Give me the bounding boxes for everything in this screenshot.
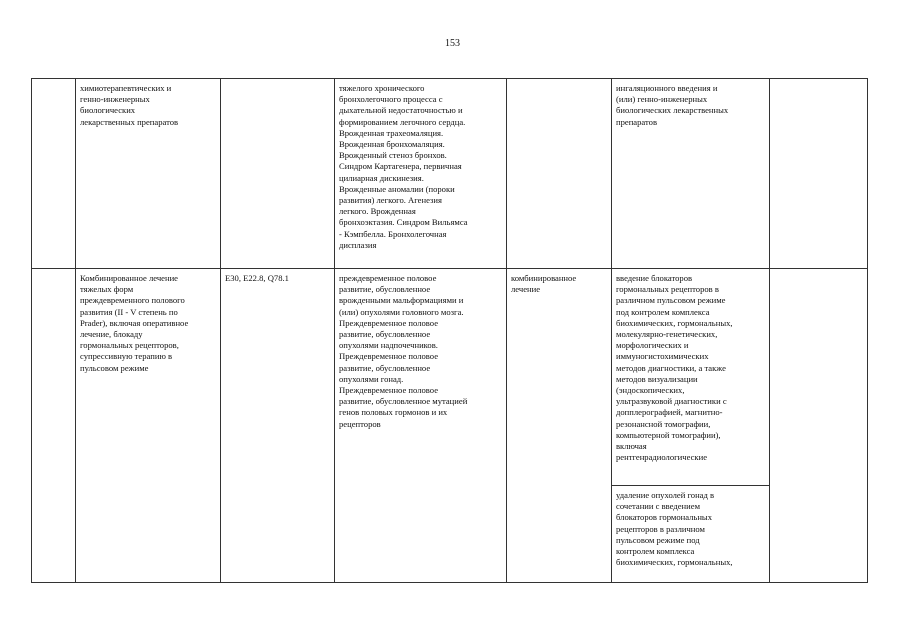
cost-cell [770, 79, 868, 269]
cost-cell [770, 269, 868, 583]
row-index-cell [32, 269, 76, 583]
treatment-name-cell: химиотерапевтических и генно-инженерных биологических лекарственных препаратов [76, 79, 221, 269]
table-row [32, 269, 868, 486]
icd-codes-cell [221, 79, 335, 269]
model-patient-cell: преждевременное половое развитие, обусловленное врожденными мальформациями и (или) опухолями головного мозга. Преждевременное половое развитие, обусловленное опухолями надпочечников. Преждевременное половое развитие, обусловленное опухолями гонад. Преждевременное половое развитие, обусловленное мутацией генов половых гормонов и их рецепторов [335, 269, 507, 583]
treatment-method-cell: введение блокаторов гормональных рецепторов в различном пульсовом режиме под контролем комплекса биохимических, гормональных, молекулярно-генетических, морфологических и иммуногистохимических методов диагностики, а также методов визуализации (эндоскопических, ультразвуковой диагностики с допплерографией, магнитно- резонансной томографии, компьютерной томографии), включая рентгенрадиологические [612, 269, 770, 486]
page-number: 153 [445, 38, 460, 49]
treatment-type-cell [507, 79, 612, 269]
treatment-method-cell: удаление опухолей гонад в сочетании с введением блокаторов гормональных рецепторов в различном пульсовом режиме под контролем комплекса биохимических, гормональных, [612, 486, 770, 583]
treatment-type-cell: комбинированное лечение [507, 269, 612, 583]
icd-codes-cell: E30, E22.8, Q78.1 [221, 269, 335, 583]
row-index-cell [32, 79, 76, 269]
treatment-method-cell: ингаляционного введения и (или) генно-инженерных биологических лекарственных препаратов [612, 79, 770, 269]
model-patient-cell: тяжелого хронического бронхолегочного процесса с дыхательной недостаточностью и формированием легочного сердца. Врожденная трахеомаляция. Врожденная бронхомаляция. Врожденный стеноз бронхов. Синдром Картагенера, первичная цилиарная дискинезия. Врожденные аномалии (пороки развития) легкого. Агенезия легкого. Врожденная бронхоэктазия. Синдром Вильямса - Кэмпбелла. Бронхолегочная дисплазия [335, 79, 507, 269]
table-row [32, 79, 868, 269]
treatment-name-cell: Комбинированное лечение тяжелых форм преждевременного полового развития (II - V степень по Prader), включая оперативное лечение, блокаду гормональных рецепторов, супрессивную терапию в пульсовом режиме [76, 269, 221, 583]
medical-care-table [31, 78, 868, 583]
